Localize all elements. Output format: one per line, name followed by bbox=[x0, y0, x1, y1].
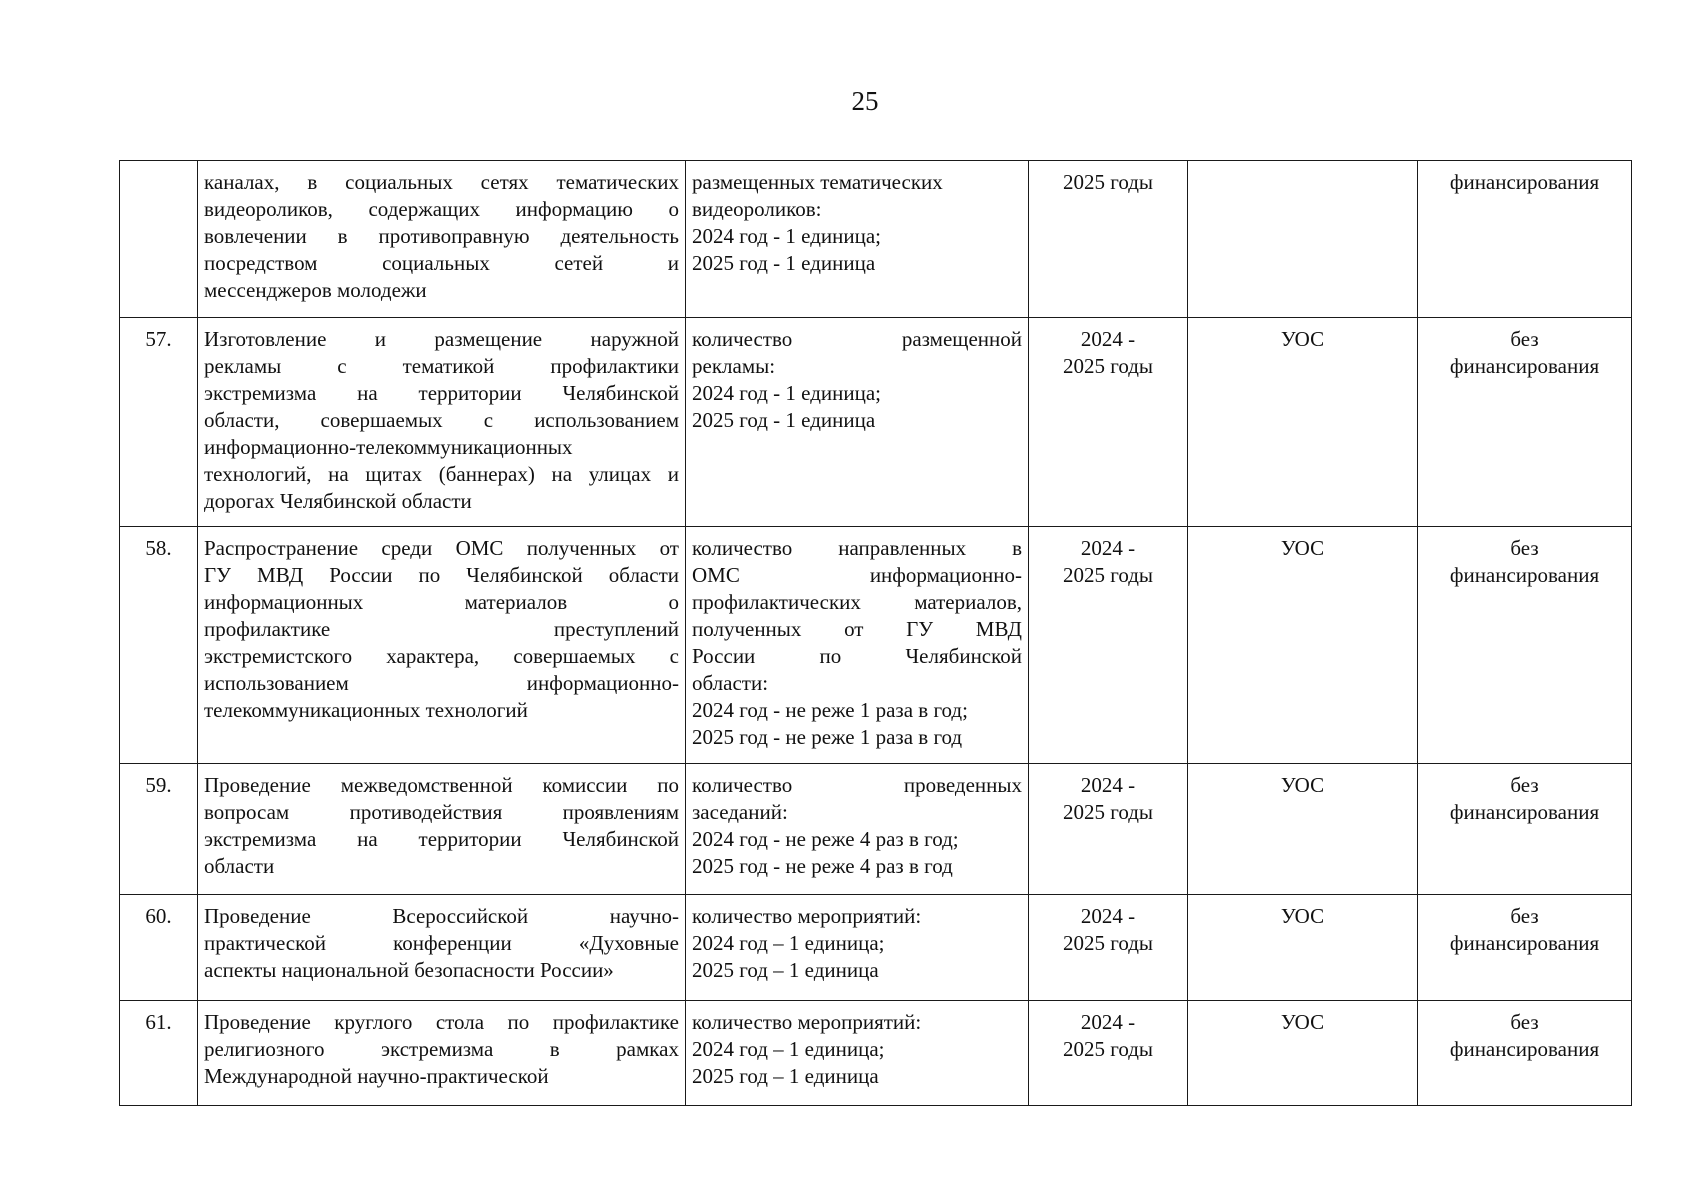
financing-line: финансирования bbox=[1449, 354, 1600, 378]
indicator-line: рекламы: bbox=[692, 354, 776, 378]
measure-description bbox=[198, 895, 686, 1001]
description-line: экстремистского характера, совершаемых с bbox=[204, 644, 679, 668]
description-line: экстремизма на территории Челябинской bbox=[204, 381, 679, 405]
measure-financing bbox=[1418, 161, 1632, 318]
measures-table-body bbox=[120, 161, 1632, 1106]
indicator-line: России по Челябинской bbox=[692, 644, 1022, 668]
description-line: ГУ МВД России по Челябинской области bbox=[204, 563, 679, 587]
description-line: области, совершаемых с использованием bbox=[204, 408, 679, 432]
term-line: 2025 годы bbox=[1062, 931, 1154, 955]
description-line: мессенджеров молодежи bbox=[204, 278, 427, 302]
term-line: 2024 - bbox=[1080, 1010, 1136, 1034]
measure-financing bbox=[1418, 895, 1632, 1001]
term-line: 2025 годы bbox=[1062, 170, 1154, 194]
description-line: аспекты национальной безопасности России» bbox=[204, 958, 614, 982]
description-line: вовлечении в противоправную деятельность bbox=[204, 224, 679, 248]
description-line: экстремизма на территории Челябинской bbox=[204, 827, 679, 851]
page-number: 25 bbox=[851, 86, 879, 116]
indicator-line: 2025 год - 1 единица bbox=[692, 251, 876, 275]
description-line: телекоммуникационных технологий bbox=[204, 698, 528, 722]
indicator-line: 2025 год - не реже 1 раза в год bbox=[692, 725, 963, 749]
measure-indicator bbox=[686, 527, 1029, 764]
description-line: посредством социальных сетей и bbox=[204, 251, 679, 275]
financing-line: финансирования bbox=[1449, 931, 1600, 955]
measure-executor: УОС bbox=[1188, 527, 1418, 764]
indicator-line: 2024 год – 1 единица; bbox=[692, 1037, 885, 1061]
measure-term bbox=[1029, 1001, 1188, 1106]
row-number: 57. bbox=[120, 318, 198, 527]
measure-executor: УОС bbox=[1188, 764, 1418, 895]
measure-term bbox=[1029, 764, 1188, 895]
indicator-line: 2024 год - не реже 4 раз в год; bbox=[692, 827, 959, 851]
description-line: Проведение круглого стола по профилактике bbox=[204, 1010, 679, 1034]
description-line: Международной научно-практической bbox=[204, 1064, 549, 1088]
measure-description bbox=[198, 527, 686, 764]
indicator-line: области: bbox=[692, 671, 769, 695]
indicator-line: количество направленных в bbox=[692, 536, 1022, 560]
measure-executor bbox=[1188, 161, 1418, 318]
description-line: информационных материалов о bbox=[204, 590, 679, 614]
indicator-line: 2025 год - 1 единица bbox=[692, 408, 876, 432]
measures-table bbox=[119, 160, 1632, 1106]
measure-executor: УОС bbox=[1188, 895, 1418, 1001]
table-row bbox=[120, 318, 1632, 527]
description-line: Проведение Всероссийской научно- bbox=[204, 904, 679, 928]
description-line: видеороликов, содержащих информацию о bbox=[204, 197, 679, 221]
row-number: 59. bbox=[120, 764, 198, 895]
description-line: области bbox=[204, 854, 275, 878]
measure-term bbox=[1029, 318, 1188, 527]
financing-line: финансирования bbox=[1449, 800, 1600, 824]
term-line: 2025 годы bbox=[1062, 1037, 1154, 1061]
term-line: 2024 - bbox=[1080, 536, 1136, 560]
measure-term bbox=[1029, 527, 1188, 764]
measure-description bbox=[198, 318, 686, 527]
measure-indicator bbox=[686, 1001, 1029, 1106]
indicator-line: 2024 год - 1 единица; bbox=[692, 224, 881, 248]
measure-description bbox=[198, 764, 686, 895]
measure-executor: УОС bbox=[1188, 318, 1418, 527]
description-line: дорогах Челябинской области bbox=[204, 489, 472, 513]
measure-description bbox=[198, 1001, 686, 1106]
description-line: каналах, в социальных сетях тематических bbox=[204, 170, 679, 194]
description-line: использованием информационно- bbox=[204, 671, 679, 695]
description-line: вопросам противодействия проявлениям bbox=[204, 800, 679, 824]
financing-line: финансирования bbox=[1449, 563, 1600, 587]
description-line: Изготовление и размещение наружной bbox=[204, 327, 679, 351]
measure-financing bbox=[1418, 527, 1632, 764]
row-number bbox=[120, 161, 198, 318]
term-line: 2025 годы bbox=[1062, 800, 1154, 824]
measure-financing bbox=[1418, 318, 1632, 527]
indicator-line: 2024 год - 1 единица; bbox=[692, 381, 881, 405]
row-number: 61. bbox=[120, 1001, 198, 1106]
financing-line: без bbox=[1510, 904, 1539, 928]
description-line: информационно-телекоммуникационных bbox=[204, 435, 573, 459]
measure-indicator bbox=[686, 161, 1029, 318]
table-row bbox=[120, 527, 1632, 764]
indicator-line: заседаний: bbox=[692, 800, 788, 824]
table-row bbox=[120, 161, 1632, 318]
measure-term bbox=[1029, 895, 1188, 1001]
measure-description bbox=[198, 161, 686, 318]
indicator-line: 2024 год – 1 единица; bbox=[692, 931, 885, 955]
description-line: профилактике преступлений bbox=[204, 617, 679, 641]
measure-financing bbox=[1418, 1001, 1632, 1106]
measure-financing bbox=[1418, 764, 1632, 895]
indicator-line: 2024 год - не реже 1 раза в год; bbox=[692, 698, 968, 722]
measure-executor: УОС bbox=[1188, 1001, 1418, 1106]
term-line: 2024 - bbox=[1080, 327, 1136, 351]
row-number: 58. bbox=[120, 527, 198, 764]
description-line: Проведение межведомственной комиссии по bbox=[204, 773, 679, 797]
description-line: технологий, на щитах (баннерах) на улицах и bbox=[204, 462, 679, 486]
table-row bbox=[120, 764, 1632, 895]
indicator-line: видеороликов: bbox=[692, 197, 822, 221]
term-line: 2024 - bbox=[1080, 904, 1136, 928]
financing-line: без bbox=[1510, 1010, 1539, 1034]
table-row bbox=[120, 1001, 1632, 1106]
description-line: рекламы с тематикой профилактики bbox=[204, 354, 679, 378]
measure-indicator bbox=[686, 895, 1029, 1001]
indicator-line: количество мероприятий: bbox=[692, 1010, 922, 1034]
indicator-line: 2025 год – 1 единица bbox=[692, 1064, 879, 1088]
financing-line: финансирования bbox=[1449, 1037, 1600, 1061]
indicator-line: количество проведенных bbox=[692, 773, 1022, 797]
indicator-line: профилактических материалов, bbox=[692, 590, 1022, 614]
measure-indicator bbox=[686, 764, 1029, 895]
financing-line: без bbox=[1510, 536, 1539, 560]
indicator-line: 2025 год - не реже 4 раз в год bbox=[692, 854, 953, 878]
indicator-line: количество мероприятий: bbox=[692, 904, 922, 928]
indicator-line: ОМС информационно- bbox=[692, 563, 1022, 587]
description-line: религиозного экстремизма в рамках bbox=[204, 1037, 679, 1061]
measure-term bbox=[1029, 161, 1188, 318]
indicator-line: полученных от ГУ МВД bbox=[692, 617, 1022, 641]
term-line: 2025 годы bbox=[1062, 563, 1154, 587]
financing-line: финансирования bbox=[1449, 170, 1600, 194]
term-line: 2024 - bbox=[1080, 773, 1136, 797]
term-line: 2025 годы bbox=[1062, 354, 1154, 378]
table-row bbox=[120, 895, 1632, 1001]
financing-line: без bbox=[1510, 773, 1539, 797]
description-line: практической конференции «Духовные bbox=[204, 931, 679, 955]
indicator-line: 2025 год – 1 единица bbox=[692, 958, 879, 982]
row-number: 60. bbox=[120, 895, 198, 1001]
description-line: Распространение среди ОМС полученных от bbox=[204, 536, 679, 560]
indicator-line: размещенных тематических bbox=[692, 170, 943, 194]
financing-line: без bbox=[1510, 327, 1539, 351]
indicator-line: количество размещенной bbox=[692, 327, 1022, 351]
measure-indicator bbox=[686, 318, 1029, 527]
